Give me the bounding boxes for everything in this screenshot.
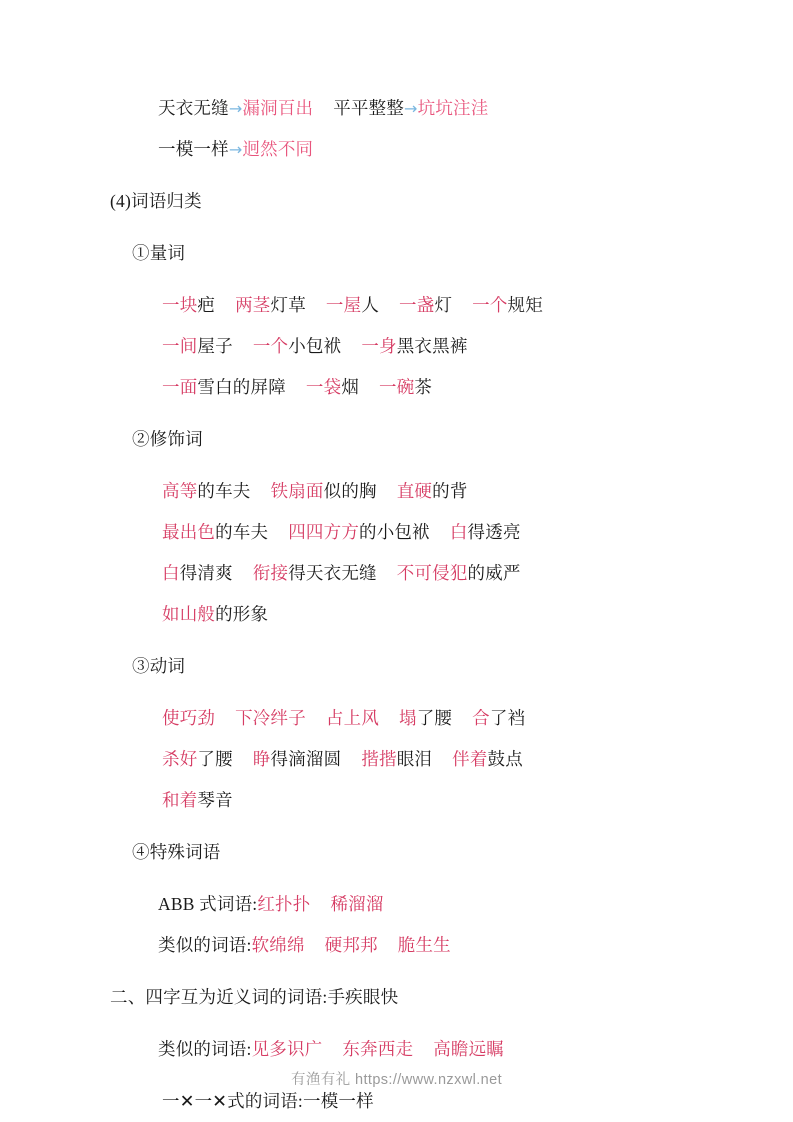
text-span: 白 [449,522,468,542]
line-gap [110,170,703,181]
text-span: 不可侵犯 [396,563,468,583]
text-span: 白 [162,563,180,583]
arrow-icon: → [404,99,418,118]
text-span: 雪白的屏障 [197,377,286,397]
text-line [162,739,703,780]
text-span: 类似的词语: [158,935,252,955]
text-span: 灯草 [270,295,306,315]
text-span: 直硬 [396,481,433,501]
text-span: 屋子 [197,336,233,356]
line-gap [110,408,703,419]
text-span: 手疾眼快 [327,987,399,1007]
line-gap [110,1018,703,1029]
text-span: 一屋 [325,295,362,315]
text-span: 小包袱 [288,336,342,356]
text-span: 灯 [434,295,453,315]
text-span: 高瞻远瞩 [433,1039,504,1059]
text-line [162,594,703,635]
text-span: 硬邦邦 [324,935,378,955]
text-span: 烟 [341,377,360,397]
text-span: 最出色 [162,522,216,542]
line-gap [110,687,703,698]
text-span: 一面 [162,377,198,397]
text-span: 一块 [162,295,198,315]
text-span: 的车夫 [197,481,251,501]
text-line [158,88,703,129]
text-span: 使巧劲 [162,708,216,728]
text-span: 东奔西走 [342,1039,414,1059]
text-line [162,326,703,367]
line-gap [110,222,703,233]
text-span: 如山般 [162,604,216,624]
text-span: 一✕一✕式的词语:一模一样 [162,1091,374,1111]
text-span: 规矩 [507,295,543,315]
text-span: 塌 [399,708,417,728]
text-span: 的形象 [215,604,269,624]
text-span: 了腰 [416,708,453,728]
text-line [158,925,703,966]
text-span: 高等 [162,481,198,501]
text-span: 一盏 [399,295,435,315]
text-line [110,977,703,1018]
text-line [132,646,703,687]
text-span: 漏洞百出 [242,98,314,118]
line-gap [110,821,703,832]
text-span: 得透亮 [467,522,521,542]
text-span: ABB [158,894,200,914]
text-span: 鼓点 [487,749,523,769]
line-gap [110,274,703,285]
text-span: 得天衣无缝 [288,563,377,583]
text-span: 疤 [197,295,216,315]
page-footer-watermark: 有渔有礼 https://www.nzxwl.net [290,1072,503,1088]
text-span: 一袋 [305,377,342,397]
text-span: 两茎 [235,295,271,315]
text-span: 坑坑注洼 [417,98,489,118]
text-span: 一碗 [379,377,415,397]
text-span: 似的胸 [323,481,377,501]
text-span: ④特殊词语 [132,842,221,862]
text-span: 得清爽 [179,563,233,583]
text-span: 一间 [162,336,198,356]
text-line [162,367,703,408]
line-gap [110,873,703,884]
text-span: ①量词 [132,243,186,263]
text-span: 四四方方 [288,522,360,542]
text-span: 一个 [472,295,508,315]
text-span: 天衣无缝 [158,98,229,118]
text-line [162,553,703,594]
text-span: 铁扇面 [270,481,324,501]
text-span: 的小包袱 [359,522,430,542]
text-span: 的威严 [467,563,521,583]
text-span: ③动词 [132,656,186,676]
arrow-icon: → [228,140,243,159]
text-span: 一身 [361,336,397,356]
text-span: 脆生生 [397,935,451,955]
text-span: 式词语: [199,894,258,914]
text-span: 和着 [162,790,198,810]
text-line [158,129,703,170]
line-gap [110,460,703,471]
text-span: 迥然不同 [242,139,314,159]
text-span: 揩揩 [361,749,397,769]
text-span: 杀好 [162,749,198,769]
text-span: 的背 [432,481,468,501]
text-span: 二、四字互为近义词的词语: [110,987,328,1007]
text-span: 黑衣黑裤 [396,336,468,356]
text-span: 睁 [252,749,271,769]
line-gap [110,635,703,646]
text-span: 了腰 [197,749,233,769]
text-span: 下冷绊子 [235,708,306,728]
text-span: 的车夫 [215,522,269,542]
text-span: 琴音 [197,790,233,810]
text-line [162,285,703,326]
text-span: 衔接 [252,563,289,583]
line-gap [110,966,703,977]
text-span: 得滴溜圆 [270,749,342,769]
arrow-icon: → [228,99,243,118]
text-line [162,698,703,739]
text-span: 软绵绵 [251,935,305,955]
text-line [158,1029,703,1070]
text-span: 一个 [252,336,289,356]
text-span: 占上风 [325,708,380,728]
text-span: 稀溜溜 [330,894,384,914]
text-line [132,832,703,873]
text-span: 人 [361,295,380,315]
text-line [132,233,703,274]
text-span: 红扑扑 [257,894,311,914]
text-span: 合 [472,708,490,728]
text-line [158,884,703,925]
text-span: ②修饰词 [132,429,203,449]
text-line [162,471,703,512]
text-span: 见多识广 [251,1039,323,1059]
text-span: 眼泪 [396,749,433,769]
text-span: 了裆 [489,708,526,728]
text-span: 平平整整 [333,98,405,118]
text-span: 伴着 [452,749,488,769]
text-line [110,181,703,222]
text-span: 一模一样 [158,139,229,159]
document-body [110,88,703,1122]
text-line [162,780,703,821]
text-span: 类似的词语: [158,1039,252,1059]
text-line [162,512,703,553]
text-line [132,419,703,460]
text-span: (4)词语归类 [110,191,202,211]
text-span: 茶 [414,377,433,397]
